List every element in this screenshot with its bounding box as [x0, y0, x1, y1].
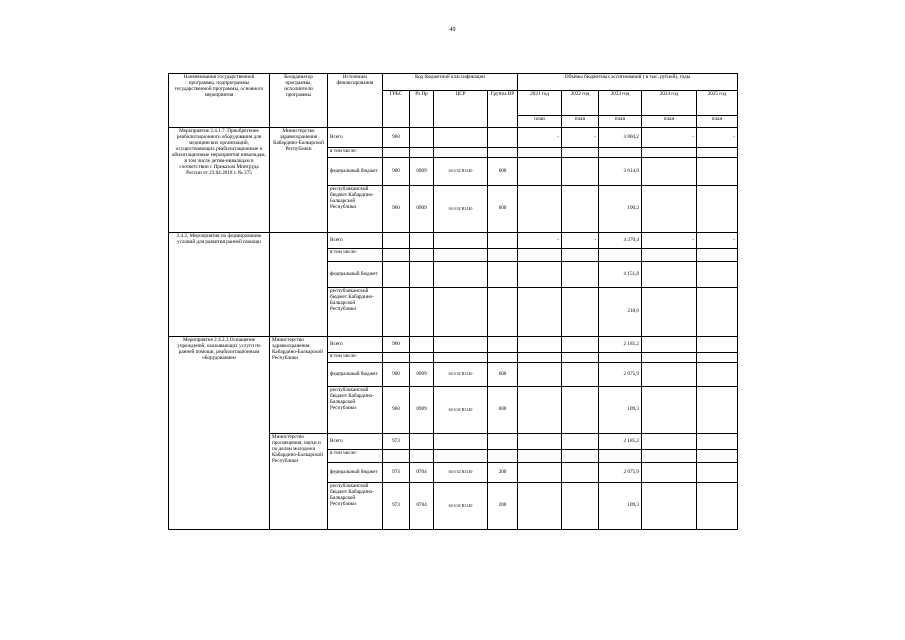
budget-table [168, 73, 738, 530]
value-2023: 2 185,2 [599, 337, 642, 353]
measure-name: Мероприятие 2.4.1.7. Приобретение реабилитационного оборудования для медицинских организаций, осуществляющих реабилитационные и абилитационные мероприятия инвалидам, в том числе детям-инвалидам в соответствии с Приказом Минтруда России от 23.04.2018 г. № 275 [169, 128, 270, 233]
grbs-value: 960 [383, 128, 410, 148]
value-2025: - [697, 128, 738, 148]
source-total: Всего [328, 128, 383, 148]
plan-label: план [562, 116, 599, 128]
header-sources: Источники финансирования [328, 74, 383, 128]
grbs-value: 973 [383, 483, 410, 530]
vr-value: 600 [488, 363, 518, 387]
grbs-value: 973 [383, 463, 410, 483]
header-csr: ЦСР [434, 91, 488, 128]
source-incl: в том числе: [328, 353, 383, 363]
value-2023: 190,2 [599, 186, 642, 233]
table-row [169, 337, 738, 353]
coordinator-name: Министерство здравоохранения Кабардино-Балкарской Республики [270, 337, 328, 434]
plan-label: план [599, 116, 642, 128]
value-2023: 109,3 [599, 483, 642, 530]
rz-pr-value: 0909 [410, 186, 434, 233]
coordinator-name: Министерство просвещения, науки и по делам молодежи Кабардино-Балкарской Республики [270, 434, 328, 530]
value-2025: - [697, 233, 738, 249]
source-republic: республиканский бюджет Кабардино-Балкарской Республики [328, 483, 383, 530]
source-incl: в том числе: [328, 249, 383, 262]
header-2021: 2021 год [518, 91, 562, 116]
header-2025: 2025 год [697, 91, 738, 116]
csr-value: 04 6 02 R3140 [434, 387, 488, 434]
rz-pr-value: 0909 [410, 387, 434, 434]
source-incl: в том числе: [328, 148, 383, 158]
source-federal: федеральный бюджет [328, 463, 383, 483]
coordinator-name: Министерство здравоохранения Кабардино-Балкарской Республики [270, 128, 328, 233]
header-coordinator: Координатор программы, исполнители программы [270, 74, 328, 128]
header-vr: Группа ВР [488, 91, 518, 128]
grbs-value: 960 [383, 387, 410, 434]
header-row-1 [169, 74, 738, 91]
value-2021: - [518, 233, 562, 249]
source-republic: республиканский бюджет Кабардино-Балкарской Республики [328, 387, 383, 434]
plan-label: план [642, 116, 697, 128]
value-2023: 2 075,9 [599, 363, 642, 387]
source-total: Всего [328, 337, 383, 353]
source-incl: в том числе: [328, 450, 383, 463]
header-budget-code: Код бюджетной классификации [383, 74, 518, 91]
csr-value: 04 6 02 R3140 [434, 363, 488, 387]
value-2022: - [562, 233, 599, 249]
rz-pr-value: 0909 [410, 158, 434, 186]
value-2024: - [642, 128, 697, 148]
grbs-value: 960 [383, 158, 410, 186]
source-republic: республиканский бюджет Кабардино-Балкарской Республики [328, 288, 383, 337]
value-2023: 109,3 [599, 387, 642, 434]
header-2023: 2023 год [599, 91, 642, 116]
plan-label: план [697, 116, 738, 128]
source-federal: федеральный бюджет [328, 363, 383, 387]
rz-pr-value: 0704 [410, 483, 434, 530]
measure-name: Мероприятие 2.4.2.3.Оснащение учреждений, оказывающих услуги по ранней помощи, реабилитационным оборудованием [169, 337, 270, 530]
source-federal: федеральный бюджет [328, 262, 383, 288]
header-grbs: ГРБС [383, 91, 410, 128]
header-name: Наименования государственной программы, подпрограммы государственной программы, основного мероприятия [169, 74, 270, 128]
source-total: Всего [328, 233, 383, 249]
table-row [169, 233, 738, 249]
csr-value: 04 6 02 R3140 [434, 186, 488, 233]
vr-value: 600 [488, 158, 518, 186]
rz-pr-value: 0909 [410, 363, 434, 387]
header-volumes: Объемы бюджетных ассигнований ( в тыс. рублей), годы [518, 74, 738, 91]
table-row [169, 128, 738, 148]
source-total: Всего [328, 434, 383, 450]
value-2023: 218,6 [599, 288, 642, 337]
coordinator-empty [270, 233, 328, 337]
csr-value: 04 6 02 R3140 [434, 483, 488, 530]
vr-value: 200 [488, 483, 518, 530]
value-2023: 2 075,9 [599, 463, 642, 483]
header-2024: 2024 год [642, 91, 697, 116]
csr-value: 04 6 02 R3140 [434, 463, 488, 483]
plan-label: план [518, 116, 562, 128]
value-2023: 3 804,2 [599, 128, 642, 148]
value-2023: 4 151,8 [599, 262, 642, 288]
grbs-value: 960 [383, 337, 410, 353]
grbs-value: 960 [383, 186, 410, 233]
grbs-value: 973 [383, 434, 410, 450]
value-2023: 4 370,4 [599, 233, 642, 249]
value-2023: 3 614,0 [599, 158, 642, 186]
header-2022: 2022 год [562, 91, 599, 116]
source-republic: республиканский бюджет Кабардино-Балкарской Республики [328, 186, 383, 233]
page-number: 49 [449, 27, 456, 33]
rz-pr-value: 0704 [410, 463, 434, 483]
value-2024: - [642, 233, 697, 249]
vr-value: 200 [488, 463, 518, 483]
header-rz-pr: Рз Пр [410, 91, 434, 128]
value-2023: 2 185,2 [599, 434, 642, 450]
value-2022: - [562, 128, 599, 148]
vr-value: 600 [488, 387, 518, 434]
value-2021: - [518, 128, 562, 148]
vr-value: 600 [488, 186, 518, 233]
measure-name: 2.4.2. Мероприятия по формированию условий для развития ранней помощи [169, 233, 270, 337]
csr-value: 04 6 02 R3140 [434, 158, 488, 186]
source-federal: федеральный бюджет [328, 158, 383, 186]
grbs-value: 960 [383, 363, 410, 387]
